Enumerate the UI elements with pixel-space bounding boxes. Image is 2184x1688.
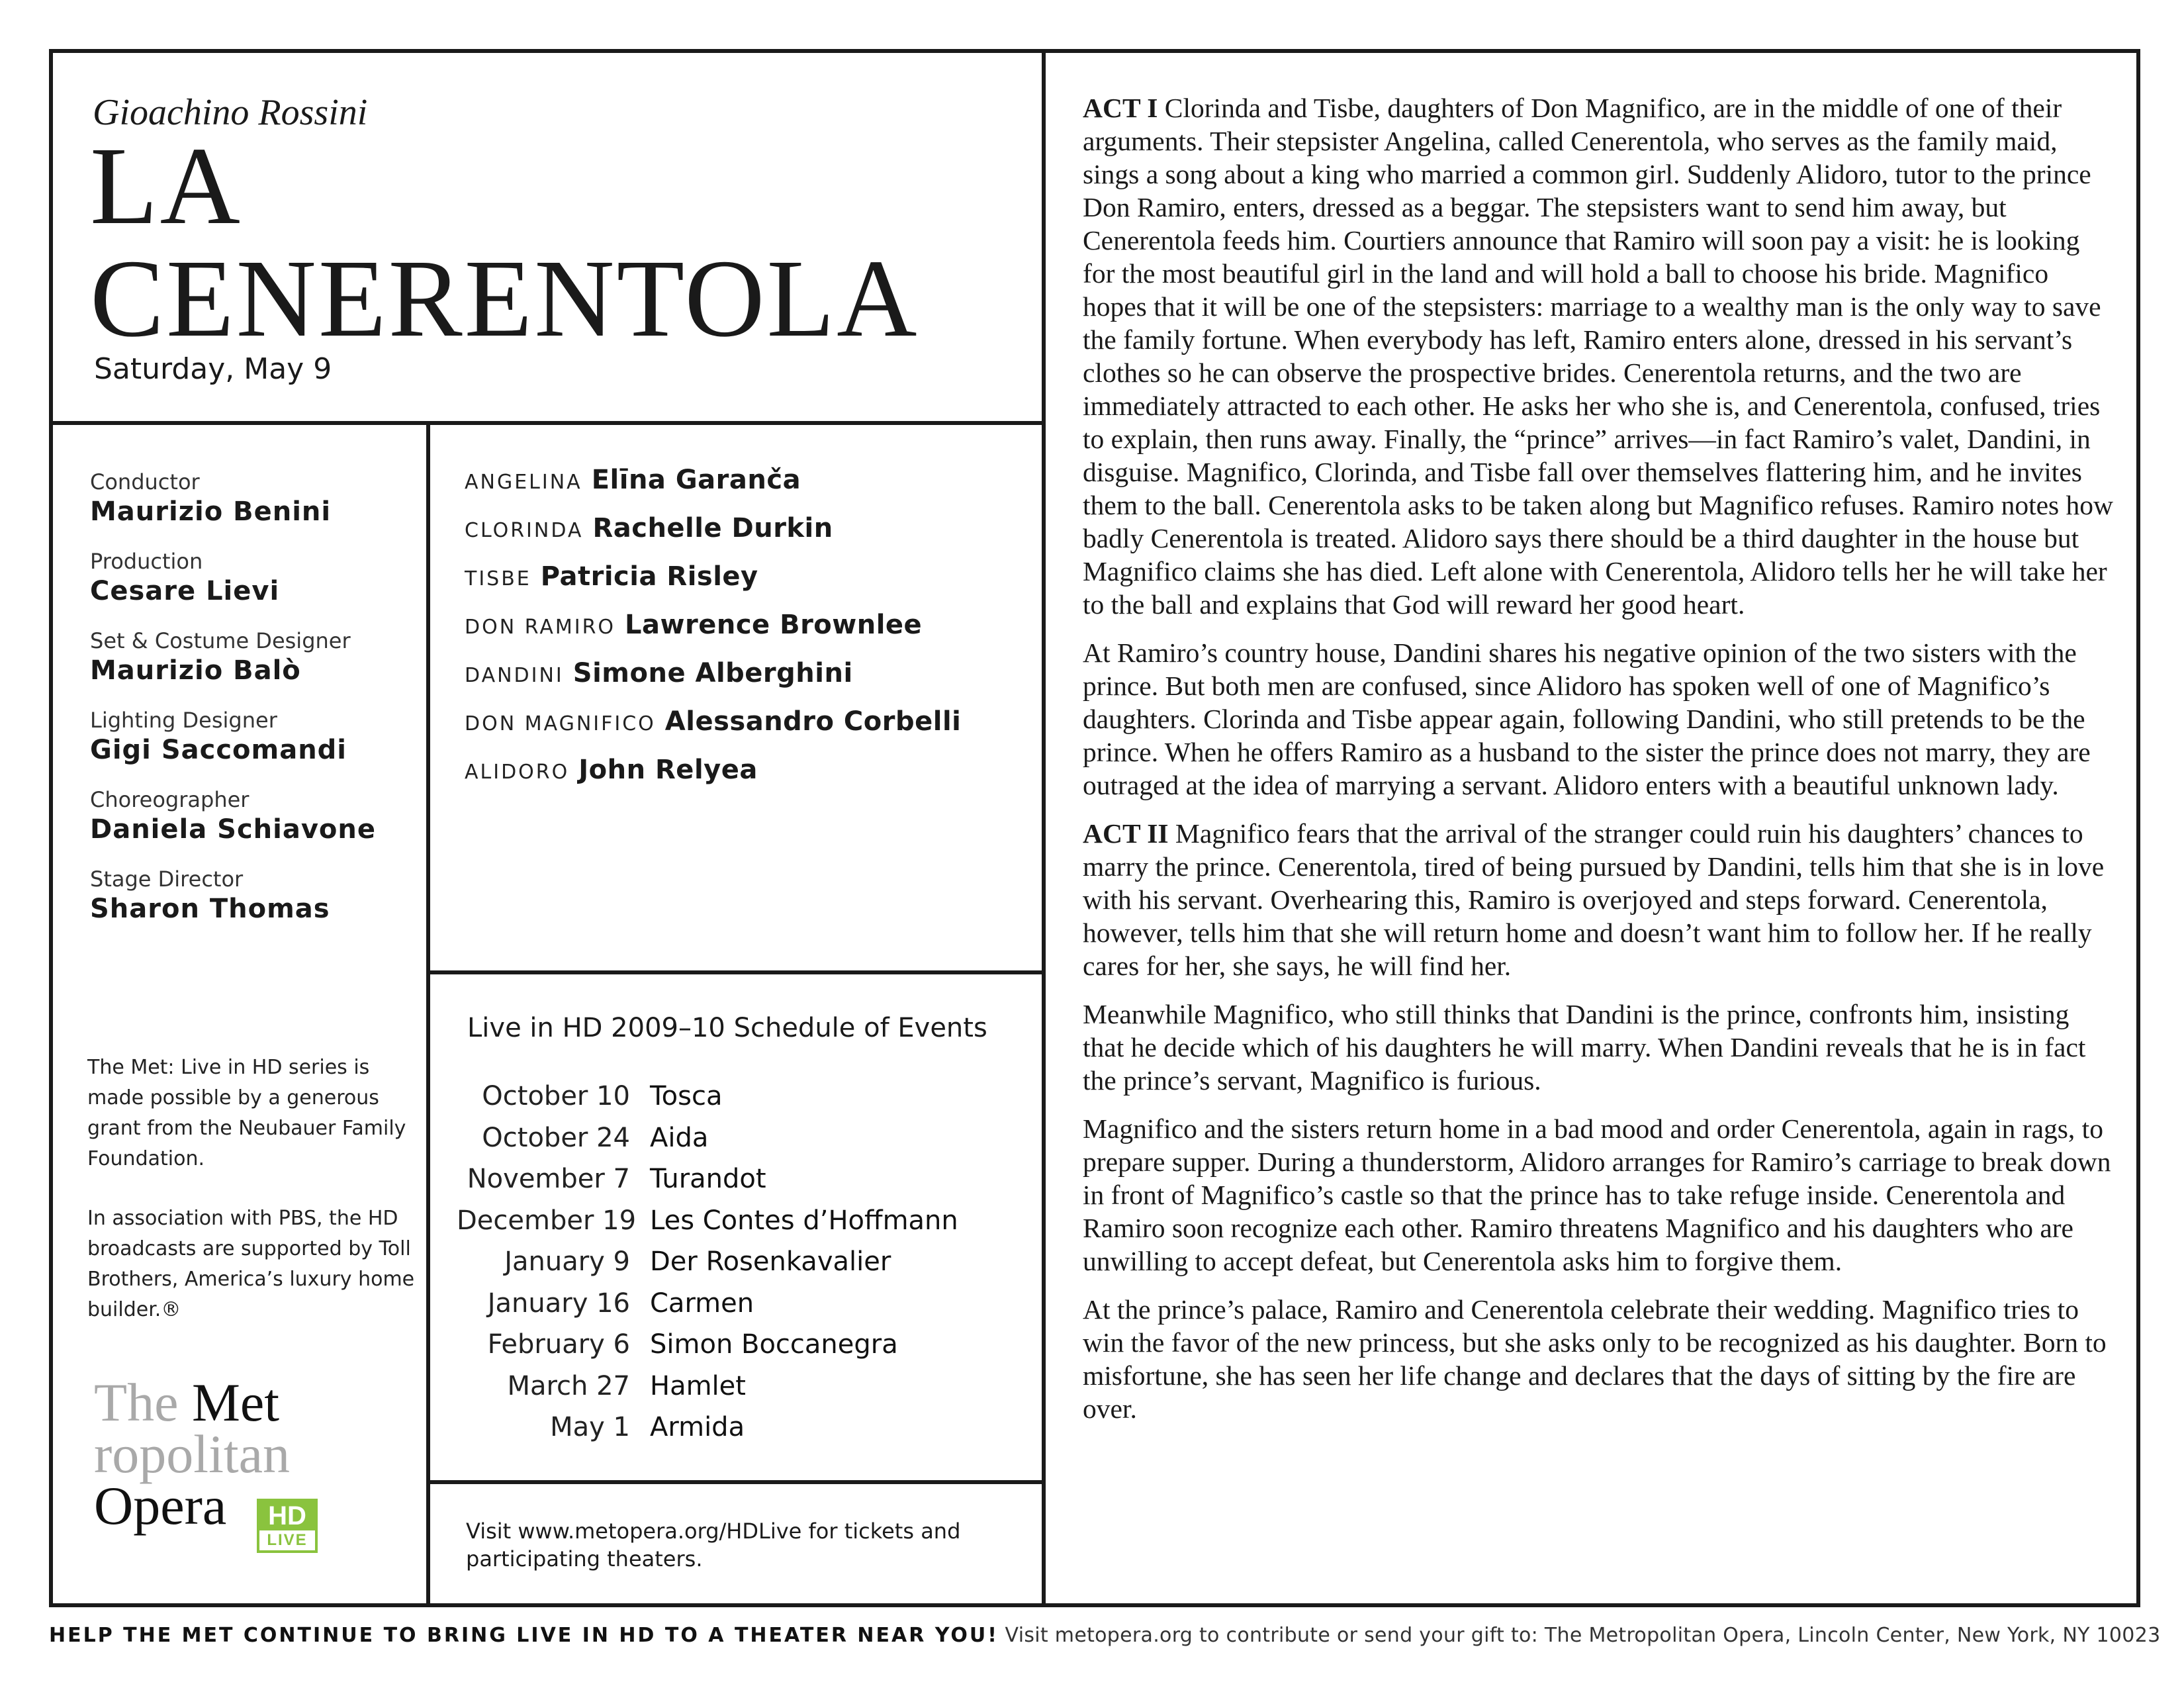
character-name: ALIDORO bbox=[465, 761, 570, 784]
act2-text: Magnifico fears that the arrival of the stranger could ruin his daughters’ chances to marry the prince. Cenerentola, tired of being pursued by Dandini, tells him that she is in love with his servant. Overhearing this, Ramiro is overjoyed and steps forward. Cenerentola, however, tells him that she will return home and doesn’t want him to follow her. If he really cares for her, she says, he will find her. bbox=[1083, 818, 2105, 981]
character-name: DON RAMIRO bbox=[465, 616, 616, 639]
event-date: March 27 bbox=[507, 1370, 630, 1401]
schedule-row bbox=[457, 1368, 958, 1409]
event-date: May 1 bbox=[550, 1412, 630, 1442]
composer-name: Gioachino Rossini bbox=[93, 92, 368, 133]
logo-line3: Opera bbox=[94, 1476, 227, 1536]
opera-title-line1: LA bbox=[90, 124, 242, 248]
met-opera-logo bbox=[94, 1372, 308, 1549]
credit-role: Lighting Designer bbox=[90, 708, 277, 733]
sponsor-paragraph: In association with PBS, the HD broadcasts are supported by Toll Brothers, America’s luxury home builder.® bbox=[87, 1207, 415, 1321]
event-opera: Tosca bbox=[650, 1081, 723, 1111]
singer-name: Simone Alberghini bbox=[572, 658, 853, 688]
credit-item bbox=[90, 866, 421, 925]
vertical-divider-credits bbox=[426, 421, 430, 1607]
logo-the: The bbox=[94, 1372, 192, 1432]
singer-name: Patricia Risley bbox=[540, 561, 758, 592]
event-date: January 9 bbox=[504, 1246, 630, 1277]
credit-role: Conductor bbox=[90, 469, 200, 494]
schedule-row bbox=[457, 1202, 958, 1244]
schedule-row bbox=[457, 1243, 958, 1285]
synopsis-act2-paragraph bbox=[1083, 817, 2115, 982]
singer-name: Elīna Garanča bbox=[591, 465, 801, 495]
logo-line1 bbox=[94, 1372, 290, 1432]
schedule-row bbox=[457, 1409, 958, 1450]
credit-name: Maurizio Balò bbox=[90, 655, 301, 686]
singer-name: John Relyea bbox=[578, 755, 758, 785]
singer-name: Lawrence Brownlee bbox=[625, 610, 923, 640]
cast-row bbox=[465, 463, 1021, 512]
event-date: January 16 bbox=[487, 1288, 630, 1319]
event-opera: Der Rosenkavalier bbox=[650, 1246, 891, 1277]
event-opera: Carmen bbox=[650, 1288, 754, 1319]
event-opera: Hamlet bbox=[650, 1370, 746, 1401]
event-date: October 10 bbox=[482, 1081, 630, 1111]
hd-live-badge bbox=[257, 1499, 318, 1553]
logo-met: Met bbox=[191, 1372, 280, 1432]
singer-name: Alessandro Corbelli bbox=[664, 706, 962, 737]
footer-rest: Visit metopera.org to contribute or send your gift to: The Metropolitan Opera, Lincoln Center, New York, NY 10023 bbox=[1005, 1624, 2161, 1647]
credit-name: Sharon Thomas bbox=[90, 894, 330, 924]
logo-line2: ropolitan bbox=[94, 1424, 291, 1484]
sponsor-text bbox=[87, 1053, 418, 1354]
credit-name: Maurizio Benini bbox=[90, 496, 332, 527]
schedule-row bbox=[457, 1326, 958, 1368]
credit-role: Production bbox=[90, 549, 203, 574]
character-name: DON MAGNIFICO bbox=[465, 712, 656, 735]
horizontal-divider-title bbox=[49, 421, 1046, 425]
cast-row bbox=[465, 608, 1021, 657]
performance-date: Saturday, May 9 bbox=[94, 352, 332, 386]
credit-name: Cesare Lievi bbox=[90, 576, 280, 606]
schedule-row bbox=[457, 1285, 958, 1327]
act2-label: ACT II bbox=[1083, 818, 1169, 849]
synopsis-paragraph: At Ramiro’s country house, Dandini shares his negative opinion of the two sisters with the prince. But both men are confused, since Alidoro has spoken well of one of Magnifico’s daughters. Clorinda and Tisbe appear again, following Dandini, who still pretends to be the prince. When he offers Ramiro as a husband to the sister the prince does not marry, they are outraged at the idea of marrying a servant. Alidoro enters with a beautiful unknown lady. bbox=[1083, 637, 2091, 800]
act1-text: Clorinda and Tisbe, daughters of Don Magnifico, are in the middle of one of their arguments. Their stepsister Angelina, called Cenerentola, who serves as the family maid, sings a song about a king who married a common girl. Suddenly Alidoro, tutor to the prince Don Ramiro, enters, dressed as a beggar. The stepsisters want to send him away, but Cenerentola feeds him. Courtiers announce that Ramiro will soon pay a visit: he is looking for the most beautiful girl in the land and will hold a ball to choose his bride. Magnifico hopes that it will be one of the stepsisters: marriage to a wealthy man is the only way to save the family fortune. When everybody has left, Ramiro enters alone, dressed in his servant’s clothes so he can observe the prospective brides. Cenerentola returns, and the two are immediately attracted to each other. He asks her who she is, and Cenerentola, confused, tries to explain, then runs away. Finally, the “prince” arrives—in fact Ramiro’s valet, Dandini, in disguise. Magnifico, Clorinda, and Tisbe fall over themselves flattering him, and he invites them to the ball. Cenerentola asks to be taken along but Magnifico refuses. Ramiro notes how badly Cenerentola is treated. Alidoro says there should be a third daughter in the house but Magnifico claims she has died. Left alone with Cenerentola, Alidoro tells her he will take her to the ball and explains that God will reward her good heart. bbox=[1083, 93, 2114, 620]
synopsis-paragraph: At the prince’s palace, Ramiro and Cenerentola celebrate their wedding. Magnifico tries to win the favor of the new princess, but she asks only to be recognized as his daughter. Born to misfortune, she has seen her life change and declares that the days of sitting by the fire are over. bbox=[1083, 1294, 2107, 1424]
vertical-divider-main bbox=[1042, 49, 1046, 1607]
event-opera: Armida bbox=[650, 1412, 745, 1442]
synopsis-act1-paragraph bbox=[1083, 91, 2115, 621]
event-date: October 24 bbox=[482, 1122, 630, 1153]
schedule-title: Live in HD 2009–10 Schedule of Events bbox=[467, 1013, 987, 1043]
credit-item bbox=[90, 469, 421, 528]
credits-list bbox=[90, 469, 421, 945]
singer-name: Rachelle Durkin bbox=[592, 513, 833, 543]
schedule-row bbox=[457, 1078, 958, 1119]
schedule-row bbox=[457, 1160, 958, 1202]
horizontal-divider-cast bbox=[426, 970, 1046, 974]
visit-note: Visit www.metopera.org/HDLive for tickets and participating theaters. bbox=[466, 1519, 961, 1571]
sponsor-paragraph: The Met: Live in HD series is made possible by a generous grant from the Neubauer Family Foundation. bbox=[87, 1056, 406, 1170]
credit-item bbox=[90, 628, 421, 687]
cast-row bbox=[465, 560, 1021, 608]
live-badge-text: LIVE bbox=[267, 1531, 308, 1549]
cast-row bbox=[465, 753, 1021, 802]
event-date: November 7 bbox=[467, 1164, 630, 1194]
character-name: CLORINDA bbox=[465, 519, 584, 542]
event-opera: Aida bbox=[650, 1122, 709, 1153]
character-name: DANDINI bbox=[465, 664, 564, 687]
credit-item bbox=[90, 548, 421, 608]
credit-item bbox=[90, 707, 421, 767]
event-opera: Simon Boccanegra bbox=[650, 1329, 898, 1360]
character-name: ANGELINA bbox=[465, 471, 582, 494]
credit-role: Stage Director bbox=[90, 867, 244, 892]
horizontal-divider-schedule bbox=[426, 1480, 1046, 1484]
opera-title bbox=[90, 124, 919, 360]
footer-lead: HELP THE MET CONTINUE TO BRING LIVE IN HD TO A THEATER NEAR YOU! bbox=[49, 1624, 999, 1647]
cast-row bbox=[465, 512, 1021, 560]
credit-name: Gigi Saccomandi bbox=[90, 735, 347, 765]
cast-list bbox=[465, 463, 1021, 802]
event-opera: Les Contes d’Hoffmann bbox=[650, 1205, 958, 1236]
hd-badge-text: HD bbox=[259, 1501, 315, 1530]
schedule-row bbox=[457, 1119, 958, 1161]
synopsis-paragraph: Magnifico and the sisters return home in a bad mood and order Cenerentola, again in rags, to prepare supper. During a thunderstorm, Alidoro arranges for Ramiro’s carriage to break down in front of Magnifico’s castle so that the prince has to take refuge inside. Cenerentola and Ramiro soon recognize each other. Ramiro threatens Magnifico and his daughters who are unwilling to accept defeat, but Cenerentola asks him to forgive them. bbox=[1083, 1113, 2111, 1276]
schedule-list bbox=[457, 1078, 958, 1450]
event-opera: Turandot bbox=[650, 1164, 766, 1194]
synopsis-paragraph: Meanwhile Magnifico, who still thinks that Dandini is the prince, confronts him, insisting that he decide which of his daughters he will marry. When Dandini reveals that he is in fact the prince’s servant, Magnifico is furious. bbox=[1083, 999, 2086, 1096]
credit-name: Daniela Schiavone bbox=[90, 814, 376, 845]
footer-note bbox=[49, 1620, 2161, 1651]
event-date: February 6 bbox=[487, 1329, 630, 1360]
credit-item bbox=[90, 786, 421, 846]
cast-row bbox=[465, 657, 1021, 705]
event-date: December 19 bbox=[457, 1205, 637, 1236]
character-name: TISBE bbox=[465, 567, 531, 590]
opera-title-line2: CENERENTOLA bbox=[90, 237, 919, 360]
cast-row bbox=[465, 705, 1021, 753]
act1-label: ACT I bbox=[1083, 93, 1158, 123]
synopsis bbox=[1083, 91, 2115, 1440]
credit-role: Set & Costume Designer bbox=[90, 628, 351, 653]
credit-role: Choreographer bbox=[90, 787, 250, 812]
